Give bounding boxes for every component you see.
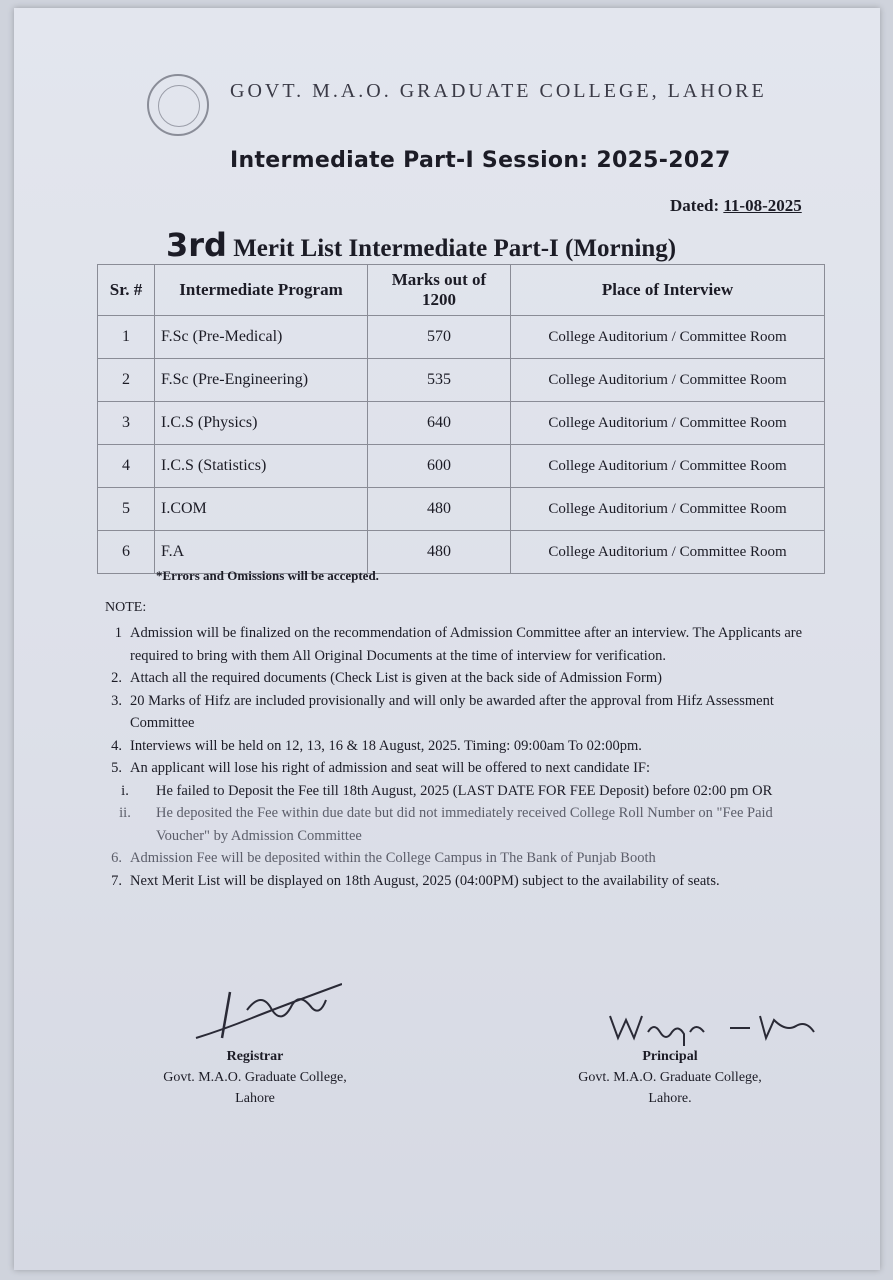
row-marks: 535 — [368, 359, 511, 402]
row-sr: 3 — [98, 402, 155, 445]
header-place: Place of Interview — [511, 265, 825, 316]
note-number: 4. — [111, 737, 122, 754]
note-text: He failed to Deposit the Fee till 18th August, 2025 (LAST DATE FOR FEE Deposit) before 02:00 pm OR — [156, 782, 773, 799]
note-number: 3. — [111, 692, 122, 709]
note-text: 20 Marks of Hifz are included provisionally and will only be awarded after the approval from Hifz Assessment Committee — [130, 692, 774, 731]
errors-note: *Errors and Omissions will be accepted. — [156, 568, 379, 583]
row-place: College Auditorium / Committee Room — [511, 445, 825, 488]
list-item — [100, 690, 830, 735]
list-item — [100, 622, 830, 667]
row-sr: 4 — [98, 445, 155, 488]
table-row — [98, 402, 825, 445]
session-title: Intermediate Part-I Session: 2025-2027 — [230, 148, 731, 173]
row-sr: 6 — [98, 531, 155, 574]
row-marks: 570 — [368, 316, 511, 359]
merit-list-number: 3rd — [166, 226, 227, 264]
row-place: College Auditorium / Committee Room — [511, 316, 825, 359]
note-text: Attach all the required documents (Check List is given at the back side of Admission Form) — [130, 670, 662, 686]
row-program: I.C.S (Physics) — [155, 402, 368, 445]
note-text: Admission Fee will be deposited within the College Campus in The Bank of Punjab Booth — [130, 850, 656, 866]
header-marks: Marks out of 1200 — [368, 265, 511, 316]
principal-city: Lahore. — [648, 1091, 692, 1106]
header-program: Intermediate Program — [155, 265, 368, 316]
row-place: College Auditorium / Committee Room — [511, 488, 825, 531]
principal-signature-icon — [600, 1002, 830, 1050]
note-number: 5. — [111, 760, 122, 776]
college-seal-icon — [147, 74, 209, 136]
dated-line — [670, 196, 802, 216]
table-row — [98, 445, 825, 488]
principal-college: Govt. M.A.O. Graduate College, — [578, 1070, 762, 1085]
note-text: Admission will be finalized on the recommendation of Admission Committee after an interview. The Applicants are required to bring with them All Original Documents at the time of interview for verification. — [130, 625, 803, 664]
note-text: An applicant will lose his right of admission and seat will be offered to next candidate IF: — [130, 760, 651, 776]
table-row — [98, 488, 825, 531]
dated-label: Dated: — [670, 196, 720, 215]
note-text: He deposited the Fee within due date but did not immediately received College Roll Number on "Fee Paid Voucher" by Admission Committee — [156, 805, 773, 844]
row-program: F.Sc (Pre-Engineering) — [155, 359, 368, 402]
note-number: 1 — [114, 625, 122, 641]
row-program: F.A — [155, 531, 368, 574]
registrar-city: Lahore — [235, 1091, 275, 1106]
row-marks: 640 — [368, 402, 511, 445]
registrar-title: Registrar — [226, 1049, 284, 1064]
row-program: I.C.S (Statistics) — [155, 445, 368, 488]
header-sr: Sr. # — [98, 265, 155, 316]
note-number: 7. — [111, 872, 122, 889]
row-sr: 1 — [98, 316, 155, 359]
row-place: College Auditorium / Committee Room — [511, 531, 825, 574]
table-header-row — [98, 265, 825, 316]
note-number: ii. — [119, 805, 131, 821]
row-program: I.COM — [155, 488, 368, 531]
list-item — [100, 870, 830, 893]
row-program: F.Sc (Pre-Medical) — [155, 316, 368, 359]
row-marks: 600 — [368, 445, 511, 488]
row-marks: 480 — [368, 531, 511, 574]
list-item — [100, 780, 830, 803]
table-row — [98, 316, 825, 359]
note-number: 2. — [111, 670, 122, 686]
merit-list-title-text: Merit List Intermediate Part-I (Morning) — [233, 235, 677, 262]
registrar-block — [140, 1046, 370, 1109]
registrar-college: Govt. M.A.O. Graduate College, — [163, 1070, 347, 1085]
note-text: Interviews will be held on 12, 13, 16 & 18 August, 2025. Timing: 09:00am To 02:00pm. — [130, 737, 642, 754]
row-sr: 5 — [98, 488, 155, 531]
merit-table — [97, 264, 825, 574]
row-marks: 480 — [368, 488, 511, 531]
list-item — [100, 757, 830, 780]
table-row — [98, 359, 825, 402]
list-item — [100, 667, 830, 690]
merit-list-title — [166, 226, 676, 264]
list-item — [100, 735, 830, 758]
principal-block — [555, 1046, 785, 1109]
note-number: 6. — [111, 850, 122, 866]
registrar-signature-icon — [192, 980, 342, 1046]
notes-list — [100, 622, 830, 892]
row-place: College Auditorium / Committee Room — [511, 402, 825, 445]
dated-value: 11-08-2025 — [723, 196, 802, 215]
note-text: Next Merit List will be displayed on 18th August, 2025 (04:00PM) subject to the availability of seats. — [130, 872, 720, 889]
college-name: GOVT. M.A.O. GRADUATE COLLEGE, LAHORE — [230, 80, 767, 102]
note-number: i. — [121, 782, 129, 799]
list-item — [100, 802, 830, 847]
row-sr: 2 — [98, 359, 155, 402]
row-place: College Auditorium / Committee Room — [511, 359, 825, 402]
note-heading: NOTE: — [105, 600, 147, 615]
principal-title: Principal — [642, 1049, 698, 1064]
list-item — [100, 847, 830, 870]
